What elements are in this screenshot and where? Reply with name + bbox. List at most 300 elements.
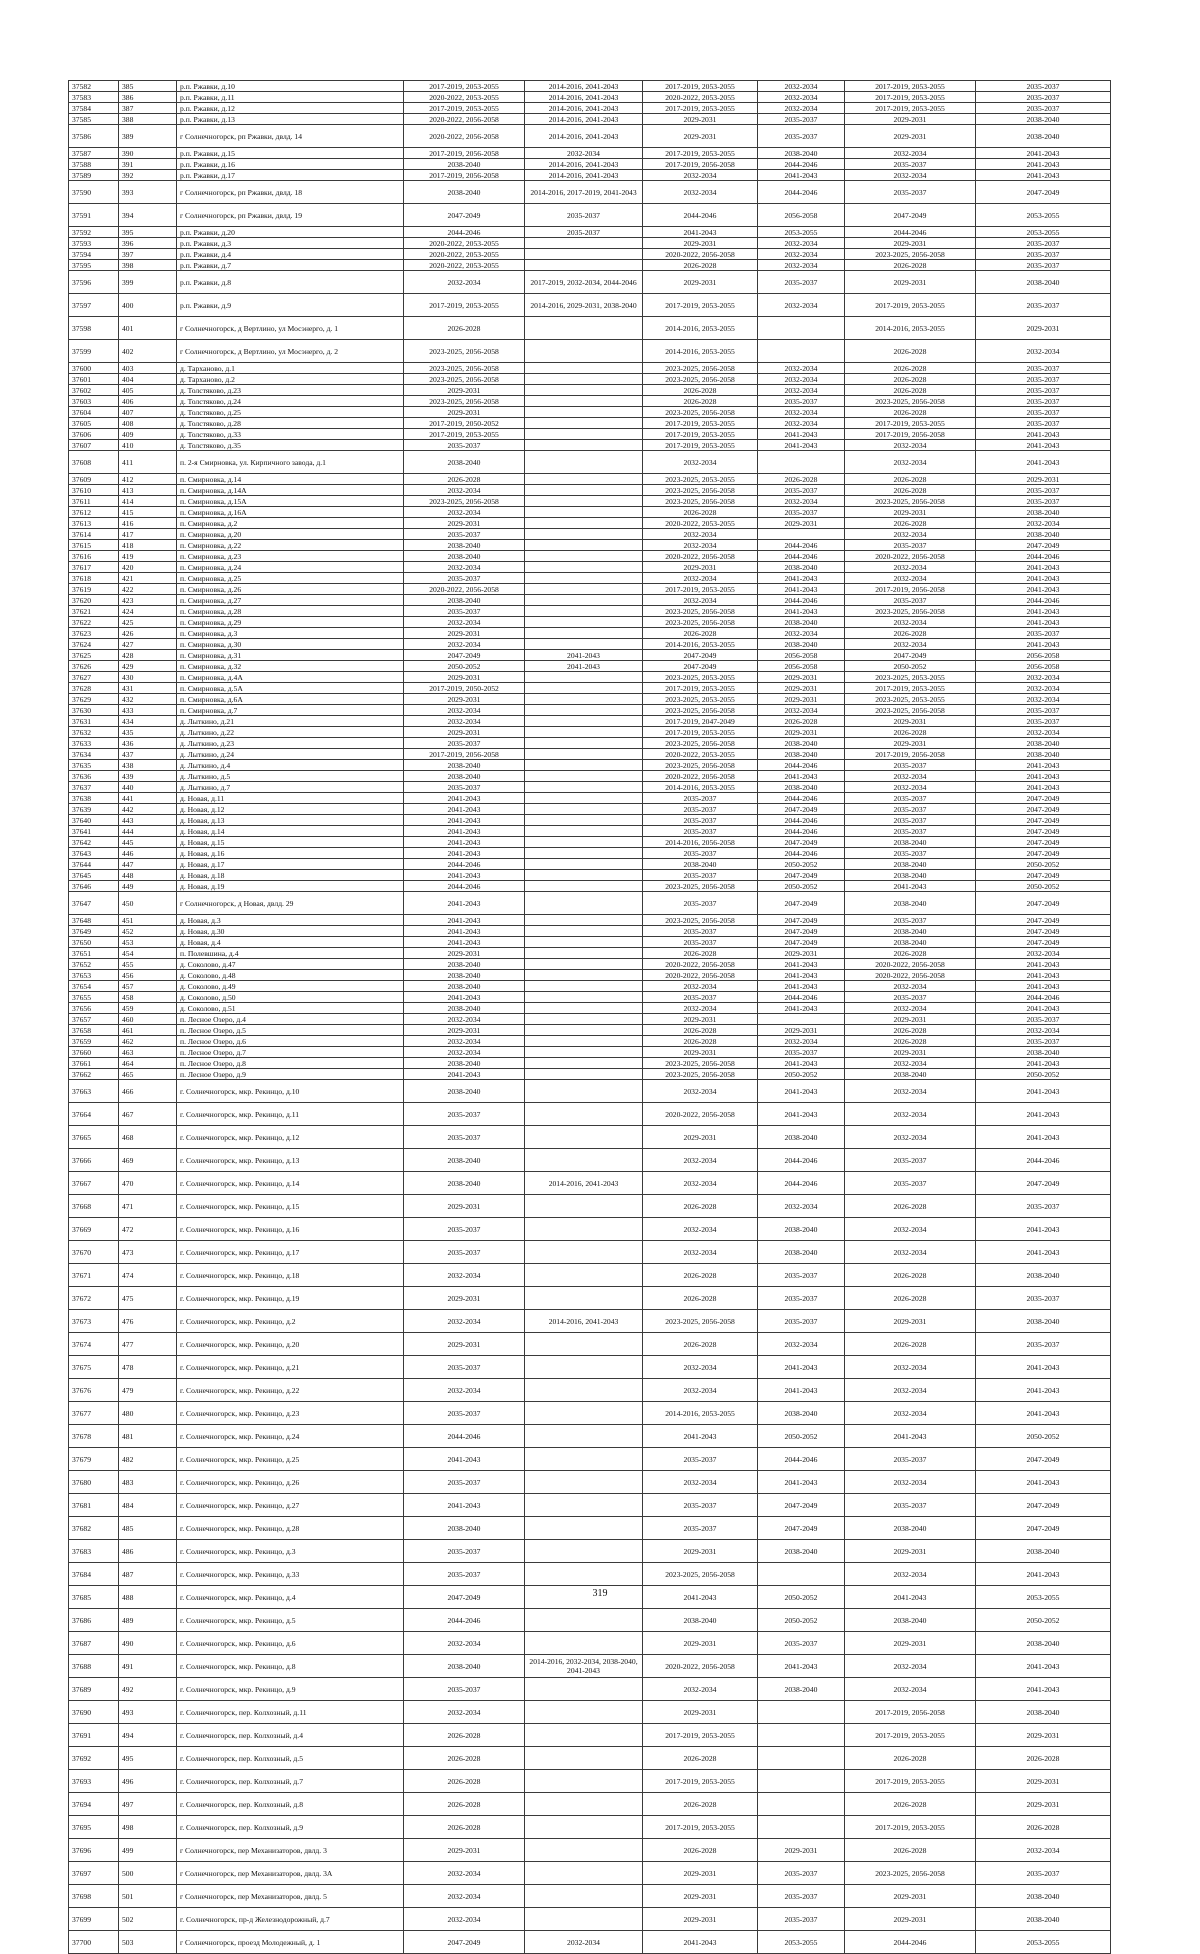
cell-c2 xyxy=(525,1908,643,1931)
cell-address: г Солнечногорск, рп Ржавки, двлд. 14 xyxy=(177,125,404,148)
cell-num: 392 xyxy=(119,170,177,181)
cell-c6: 2053-2055 xyxy=(976,227,1111,238)
cell-num: 445 xyxy=(119,837,177,848)
cell-c1: 2041-2043 xyxy=(404,915,525,926)
cell-c4: 2032-2034 xyxy=(758,1333,845,1356)
cell-id: 37699 xyxy=(69,1908,119,1931)
cell-c1: 2038-2040 xyxy=(404,451,525,474)
cell-id: 37692 xyxy=(69,1747,119,1770)
cell-address: п. Смирновка, д.3 xyxy=(177,628,404,639)
cell-id: 37649 xyxy=(69,926,119,937)
cell-c2 xyxy=(525,1036,643,1047)
cell-c5: 2035-2037 xyxy=(845,760,976,771)
cell-c4: 2029-2031 xyxy=(758,1025,845,1036)
cell-c4: 2044-2046 xyxy=(758,551,845,562)
cell-c5: 2029-2031 xyxy=(845,1885,976,1908)
cell-c4: 2038-2040 xyxy=(758,782,845,793)
cell-c4 xyxy=(758,340,845,363)
cell-c2 xyxy=(525,440,643,451)
cell-address: г. Солнечногорск, мкр. Рекинцо, д.20 xyxy=(177,1333,404,1356)
cell-c2 xyxy=(525,937,643,948)
cell-c2 xyxy=(525,260,643,271)
cell-c5: 2035-2037 xyxy=(845,915,976,926)
cell-c4: 2038-2040 xyxy=(758,749,845,760)
cell-c4: 2035-2037 xyxy=(758,507,845,518)
cell-id: 37598 xyxy=(69,317,119,340)
cell-c5: 2035-2037 xyxy=(845,595,976,606)
cell-c5: 2023-2025, 2056-2058 xyxy=(845,249,976,260)
cell-c6: 2029-2031 xyxy=(976,317,1111,340)
cell-address: д. Новая, д.18 xyxy=(177,870,404,881)
cell-c6: 2041-2043 xyxy=(976,148,1111,159)
cell-c6: 2047-2049 xyxy=(976,1494,1111,1517)
cell-id: 37654 xyxy=(69,981,119,992)
cell-c5: 2026-2028 xyxy=(845,485,976,496)
cell-num: 448 xyxy=(119,870,177,881)
cell-c2: 2014-2016, 2017-2019, 2041-2043 xyxy=(525,181,643,204)
cell-c5: 2035-2037 xyxy=(845,540,976,551)
cell-num: 498 xyxy=(119,1816,177,1839)
cell-address: д. Толстяково, д.35 xyxy=(177,440,404,451)
cell-c5: 2017-2019, 2053-2055 xyxy=(845,1770,976,1793)
cell-c1: 2035-2037 xyxy=(404,440,525,451)
cell-address: д. Новая, д.30 xyxy=(177,926,404,937)
cell-c6: 2035-2037 xyxy=(976,396,1111,407)
cell-c3: 2023-2025, 2056-2058 xyxy=(643,705,758,716)
table-row xyxy=(69,848,1111,859)
cell-c3: 2035-2037 xyxy=(643,1448,758,1471)
cell-address: г. Солнечногорск, мкр. Рекинцо, д.8 xyxy=(177,1655,404,1678)
cell-c4: 2029-2031 xyxy=(758,518,845,529)
cell-c6: 2038-2040 xyxy=(976,1701,1111,1724)
table-row xyxy=(69,1069,1111,1080)
cell-c3: 2041-2043 xyxy=(643,1586,758,1609)
cell-c3: 2047-2049 xyxy=(643,650,758,661)
cell-c3: 2035-2037 xyxy=(643,937,758,948)
cell-id: 37582 xyxy=(69,81,119,92)
cell-num: 427 xyxy=(119,639,177,650)
cell-c2 xyxy=(525,496,643,507)
cell-c4: 2029-2031 xyxy=(758,694,845,705)
cell-c1: 2035-2037 xyxy=(404,1471,525,1494)
cell-c2 xyxy=(525,683,643,694)
cell-c6: 2035-2037 xyxy=(976,249,1111,260)
cell-c6: 2035-2037 xyxy=(976,496,1111,507)
cell-address: д. Тарханово, д.2 xyxy=(177,374,404,385)
cell-num: 405 xyxy=(119,385,177,396)
cell-c2: 2014-2016, 2041-2043 xyxy=(525,125,643,148)
table-row xyxy=(69,1701,1111,1724)
table-row xyxy=(69,294,1111,317)
cell-id: 37663 xyxy=(69,1080,119,1103)
cell-id: 37612 xyxy=(69,507,119,518)
table-row xyxy=(69,125,1111,148)
cell-c1: 2026-2028 xyxy=(404,1724,525,1747)
cell-c6: 2035-2037 xyxy=(976,238,1111,249)
cell-c3: 2032-2034 xyxy=(643,1471,758,1494)
cell-address: г. Солнечногорск, мкр. Рекинцо, д.27 xyxy=(177,1494,404,1517)
cell-c5: 2026-2028 xyxy=(845,518,976,529)
cell-c4: 2035-2037 xyxy=(758,485,845,496)
cell-c2: 2014-2016, 2041-2043 xyxy=(525,1310,643,1333)
cell-num: 492 xyxy=(119,1678,177,1701)
cell-address: г. Солнечногорск, мкр. Рекинцо, д.19 xyxy=(177,1287,404,1310)
cell-c6: 2041-2043 xyxy=(976,1402,1111,1425)
cell-c4: 2044-2046 xyxy=(758,793,845,804)
cell-id: 37694 xyxy=(69,1793,119,1816)
cell-c4: 2035-2037 xyxy=(758,271,845,294)
cell-id: 37625 xyxy=(69,650,119,661)
cell-c2: 2014-2016, 2029-2031, 2038-2040 xyxy=(525,294,643,317)
table-row xyxy=(69,606,1111,617)
cell-id: 37675 xyxy=(69,1356,119,1379)
cell-address: п. Смирновка, д.26 xyxy=(177,584,404,595)
cell-num: 413 xyxy=(119,485,177,496)
cell-c5: 2026-2028 xyxy=(845,363,976,374)
table-row xyxy=(69,738,1111,749)
table-row xyxy=(69,705,1111,716)
cell-c4: 2044-2046 xyxy=(758,815,845,826)
cell-num: 386 xyxy=(119,92,177,103)
cell-c3: 2032-2034 xyxy=(643,1218,758,1241)
table-row xyxy=(69,959,1111,970)
cell-id: 37678 xyxy=(69,1425,119,1448)
cell-c5: 2023-2025, 2056-2058 xyxy=(845,606,976,617)
cell-c2 xyxy=(525,1241,643,1264)
cell-id: 37628 xyxy=(69,683,119,694)
cell-c4: 2044-2046 xyxy=(758,826,845,837)
cell-c4: 2035-2037 xyxy=(758,1862,845,1885)
cell-c1: 2032-2034 xyxy=(404,1014,525,1025)
cell-id: 37683 xyxy=(69,1540,119,1563)
cell-id: 37648 xyxy=(69,915,119,926)
cell-c1: 2041-2043 xyxy=(404,815,525,826)
table-row xyxy=(69,1609,1111,1632)
cell-c4: 2047-2049 xyxy=(758,1517,845,1540)
cell-num: 497 xyxy=(119,1793,177,1816)
cell-c5: 2017-2019, 2053-2055 xyxy=(845,294,976,317)
cell-c3: 2035-2037 xyxy=(643,826,758,837)
cell-c4: 2035-2037 xyxy=(758,1632,845,1655)
cell-c3: 2029-2031 xyxy=(643,1885,758,1908)
cell-id: 37673 xyxy=(69,1310,119,1333)
cell-num: 480 xyxy=(119,1402,177,1425)
cell-c5: 2029-2031 xyxy=(845,1540,976,1563)
cell-c3: 2032-2034 xyxy=(643,451,758,474)
cell-id: 37650 xyxy=(69,937,119,948)
cell-c1: 2035-2037 xyxy=(404,1126,525,1149)
cell-c3: 2038-2040 xyxy=(643,859,758,870)
cell-c1: 2038-2040 xyxy=(404,1080,525,1103)
table-row xyxy=(69,1310,1111,1333)
cell-c4: 2026-2028 xyxy=(758,716,845,727)
cell-address: г. Солнечногорск, мкр. Рекинцо, д.21 xyxy=(177,1356,404,1379)
cell-address: г. Солнечногорск, мкр. Рекинцо, д.2 xyxy=(177,1310,404,1333)
table-row xyxy=(69,1632,1111,1655)
cell-num: 441 xyxy=(119,793,177,804)
cell-c5: 2026-2028 xyxy=(845,1793,976,1816)
cell-c3: 2032-2034 xyxy=(643,181,758,204)
cell-address: г. Солнечногорск, пер. Колхозный, д.7 xyxy=(177,1770,404,1793)
cell-c6: 2035-2037 xyxy=(976,716,1111,727)
cell-num: 406 xyxy=(119,396,177,407)
cell-c3: 2017-2019, 2053-2055 xyxy=(643,1724,758,1747)
cell-c4: 2041-2043 xyxy=(758,1356,845,1379)
cell-id: 37697 xyxy=(69,1862,119,1885)
cell-c3: 2029-2031 xyxy=(643,1014,758,1025)
cell-address: р.п. Ржавки, д.8 xyxy=(177,271,404,294)
cell-address: г. Солнечногорск, мкр. Рекинцо, д.33 xyxy=(177,1563,404,1586)
cell-c2 xyxy=(525,749,643,760)
cell-c4: 2035-2037 xyxy=(758,114,845,125)
cell-c2 xyxy=(525,1058,643,1069)
cell-num: 396 xyxy=(119,238,177,249)
cell-c6: 2047-2049 xyxy=(976,1172,1111,1195)
cell-num: 500 xyxy=(119,1862,177,1885)
cell-c5: 2029-2031 xyxy=(845,125,976,148)
cell-c2 xyxy=(525,573,643,584)
table-row xyxy=(69,317,1111,340)
table-row xyxy=(69,540,1111,551)
cell-c6: 2041-2043 xyxy=(976,1471,1111,1494)
cell-c4: 2032-2034 xyxy=(758,418,845,429)
cell-c4: 2041-2043 xyxy=(758,1103,845,1126)
cell-c5: 2023-2025, 2056-2058 xyxy=(845,396,976,407)
cell-c2 xyxy=(525,793,643,804)
table-row xyxy=(69,970,1111,981)
table-row xyxy=(69,837,1111,848)
cell-c5: 2017-2019, 2053-2055 xyxy=(845,1816,976,1839)
cell-c1: 2026-2028 xyxy=(404,1816,525,1839)
cell-address: р.п. Ржавки, д.7 xyxy=(177,260,404,271)
cell-c2 xyxy=(525,1014,643,1025)
cell-c5: 2032-2034 xyxy=(845,440,976,451)
cell-num: 482 xyxy=(119,1448,177,1471)
cell-address: г Солнечногорск, проезд Молодежный, д. 1 xyxy=(177,1931,404,1954)
cell-c4: 2044-2046 xyxy=(758,181,845,204)
table-row xyxy=(69,782,1111,793)
cell-c3: 2032-2034 xyxy=(643,1356,758,1379)
cell-c1: 2035-2037 xyxy=(404,573,525,584)
cell-num: 437 xyxy=(119,749,177,760)
table-row xyxy=(69,1080,1111,1103)
cell-c4: 2044-2046 xyxy=(758,1172,845,1195)
cell-c4: 2041-2043 xyxy=(758,1471,845,1494)
cell-c5: 2035-2037 xyxy=(845,1494,976,1517)
cell-id: 37680 xyxy=(69,1471,119,1494)
cell-c6: 2041-2043 xyxy=(976,1356,1111,1379)
cell-num: 451 xyxy=(119,915,177,926)
cell-num: 456 xyxy=(119,970,177,981)
cell-c3: 2029-2031 xyxy=(643,125,758,148)
cell-address: п. Смирновка, д.20 xyxy=(177,529,404,540)
cell-c1: 2035-2037 xyxy=(404,1678,525,1701)
cell-c2 xyxy=(525,727,643,738)
cell-c1: 2038-2040 xyxy=(404,1172,525,1195)
cell-c6: 2047-2049 xyxy=(976,870,1111,881)
cell-c2 xyxy=(525,1402,643,1425)
cell-id: 37597 xyxy=(69,294,119,317)
cell-c1: 2038-2040 xyxy=(404,540,525,551)
cell-c2 xyxy=(525,451,643,474)
cell-c6: 2032-2034 xyxy=(976,518,1111,529)
cell-c6: 2038-2040 xyxy=(976,114,1111,125)
cell-c4: 2056-2058 xyxy=(758,204,845,227)
cell-c5: 2035-2037 xyxy=(845,181,976,204)
cell-c6: 2041-2043 xyxy=(976,1655,1111,1678)
cell-c2 xyxy=(525,317,643,340)
cell-num: 503 xyxy=(119,1931,177,1954)
cell-address: п. Лесное Озеро, д.7 xyxy=(177,1047,404,1058)
cell-id: 37611 xyxy=(69,496,119,507)
cell-c2 xyxy=(525,826,643,837)
cell-c2 xyxy=(525,606,643,617)
cell-c2 xyxy=(525,1264,643,1287)
cell-c4: 2044-2046 xyxy=(758,540,845,551)
cell-c1: 2023-2025, 2056-2058 xyxy=(404,396,525,407)
cell-address: г. Солнечногорск, мкр. Рекинцо, д.4 xyxy=(177,1586,404,1609)
table-row xyxy=(69,1241,1111,1264)
cell-c4: 2044-2046 xyxy=(758,1149,845,1172)
table-row xyxy=(69,1264,1111,1287)
cell-c5: 2032-2034 xyxy=(845,529,976,540)
table-row xyxy=(69,1333,1111,1356)
cell-c4: 2038-2040 xyxy=(758,1218,845,1241)
table-row xyxy=(69,451,1111,474)
cell-num: 431 xyxy=(119,683,177,694)
cell-c2 xyxy=(525,837,643,848)
cell-num: 499 xyxy=(119,1839,177,1862)
cell-num: 389 xyxy=(119,125,177,148)
cell-c6: 2041-2043 xyxy=(976,959,1111,970)
cell-num: 398 xyxy=(119,260,177,271)
cell-num: 385 xyxy=(119,81,177,92)
cell-c2 xyxy=(525,1287,643,1310)
cell-c4: 2041-2043 xyxy=(758,970,845,981)
cell-c5: 2032-2034 xyxy=(845,1126,976,1149)
cell-c6: 2041-2043 xyxy=(976,1003,1111,1014)
cell-c6: 2038-2040 xyxy=(976,529,1111,540)
cell-c4: 2038-2040 xyxy=(758,617,845,628)
cell-id: 37626 xyxy=(69,661,119,672)
cell-c5: 2017-2019, 2053-2055 xyxy=(845,418,976,429)
cell-address: г. Солнечногорск, мкр. Рекинцо, д.9 xyxy=(177,1678,404,1701)
cell-c5: 2026-2028 xyxy=(845,1287,976,1310)
cell-num: 422 xyxy=(119,584,177,595)
cell-c1: 2020-2022, 2056-2058 xyxy=(404,114,525,125)
cell-num: 425 xyxy=(119,617,177,628)
cell-id: 37668 xyxy=(69,1195,119,1218)
cell-c6: 2044-2046 xyxy=(976,1149,1111,1172)
cell-c6: 2041-2043 xyxy=(976,981,1111,992)
cell-address: г Солнечногорск, рп Ржавки, двлд. 18 xyxy=(177,181,404,204)
cell-c5: 2017-2019, 2053-2055 xyxy=(845,683,976,694)
cell-c3: 2026-2028 xyxy=(643,1036,758,1047)
cell-c2 xyxy=(525,485,643,496)
cell-id: 37651 xyxy=(69,948,119,959)
table-row xyxy=(69,716,1111,727)
cell-num: 439 xyxy=(119,771,177,782)
cell-c1: 2035-2037 xyxy=(404,1540,525,1563)
cell-c1: 2020-2022, 2053-2055 xyxy=(404,260,525,271)
cell-c1: 2041-2043 xyxy=(404,804,525,815)
table-row xyxy=(69,683,1111,694)
table-row xyxy=(69,551,1111,562)
cell-c2 xyxy=(525,1126,643,1149)
table-row xyxy=(69,584,1111,595)
cell-c6: 2041-2043 xyxy=(976,562,1111,573)
cell-id: 37679 xyxy=(69,1448,119,1471)
cell-c4 xyxy=(758,1014,845,1025)
cell-c4: 2029-2031 xyxy=(758,672,845,683)
cell-c1: 2035-2037 xyxy=(404,1218,525,1241)
cell-num: 418 xyxy=(119,540,177,551)
cell-c1: 2029-2031 xyxy=(404,1287,525,1310)
cell-num: 486 xyxy=(119,1540,177,1563)
schedule-table xyxy=(68,80,1111,1954)
cell-id: 37684 xyxy=(69,1563,119,1586)
cell-address: д. Лыткино, д.7 xyxy=(177,782,404,793)
cell-c6: 2035-2037 xyxy=(976,92,1111,103)
cell-c2 xyxy=(525,396,643,407)
cell-id: 37588 xyxy=(69,159,119,170)
cell-id: 37696 xyxy=(69,1839,119,1862)
cell-c5: 2032-2034 xyxy=(845,1003,976,1014)
cell-c4: 2038-2040 xyxy=(758,1678,845,1701)
cell-c3: 2035-2037 xyxy=(643,892,758,915)
cell-c2 xyxy=(525,1839,643,1862)
table-row xyxy=(69,1448,1111,1471)
cell-c3: 2029-2031 xyxy=(643,1126,758,1149)
cell-c6: 2035-2037 xyxy=(976,407,1111,418)
cell-id: 37635 xyxy=(69,760,119,771)
cell-c5: 2029-2031 xyxy=(845,507,976,518)
cell-num: 432 xyxy=(119,694,177,705)
cell-c5: 2032-2034 xyxy=(845,562,976,573)
cell-id: 37596 xyxy=(69,271,119,294)
cell-c3: 2017-2019, 2053-2055 xyxy=(643,727,758,738)
cell-id: 37586 xyxy=(69,125,119,148)
cell-c5: 2029-2031 xyxy=(845,716,976,727)
cell-c1: 2035-2037 xyxy=(404,1103,525,1126)
cell-num: 472 xyxy=(119,1218,177,1241)
cell-c4 xyxy=(758,1747,845,1770)
cell-c2 xyxy=(525,1218,643,1241)
cell-c1: 2017-2019, 2056-2058 xyxy=(404,148,525,159)
cell-address: г. Солнечногорск, мкр. Рекинцо, д.10 xyxy=(177,1080,404,1103)
cell-num: 477 xyxy=(119,1333,177,1356)
cell-id: 37690 xyxy=(69,1701,119,1724)
cell-address: д. Толстяково, д.33 xyxy=(177,429,404,440)
cell-c6: 2047-2049 xyxy=(976,892,1111,915)
cell-c2 xyxy=(525,1471,643,1494)
cell-c3: 2020-2022, 2053-2055 xyxy=(643,518,758,529)
table-row xyxy=(69,992,1111,1003)
cell-c3: 2014-2016, 2053-2055 xyxy=(643,782,758,793)
cell-c2 xyxy=(525,595,643,606)
cell-c5: 2023-2025, 2053-2055 xyxy=(845,694,976,705)
cell-num: 420 xyxy=(119,562,177,573)
cell-c4: 2038-2040 xyxy=(758,1241,845,1264)
cell-address: п. Смирновка, д.22 xyxy=(177,540,404,551)
cell-c4: 2032-2034 xyxy=(758,249,845,260)
cell-id: 37674 xyxy=(69,1333,119,1356)
cell-c6: 2041-2043 xyxy=(976,639,1111,650)
cell-c5: 2035-2037 xyxy=(845,826,976,837)
cell-c1: 2044-2046 xyxy=(404,227,525,238)
cell-c6: 2047-2049 xyxy=(976,926,1111,937)
cell-num: 394 xyxy=(119,204,177,227)
